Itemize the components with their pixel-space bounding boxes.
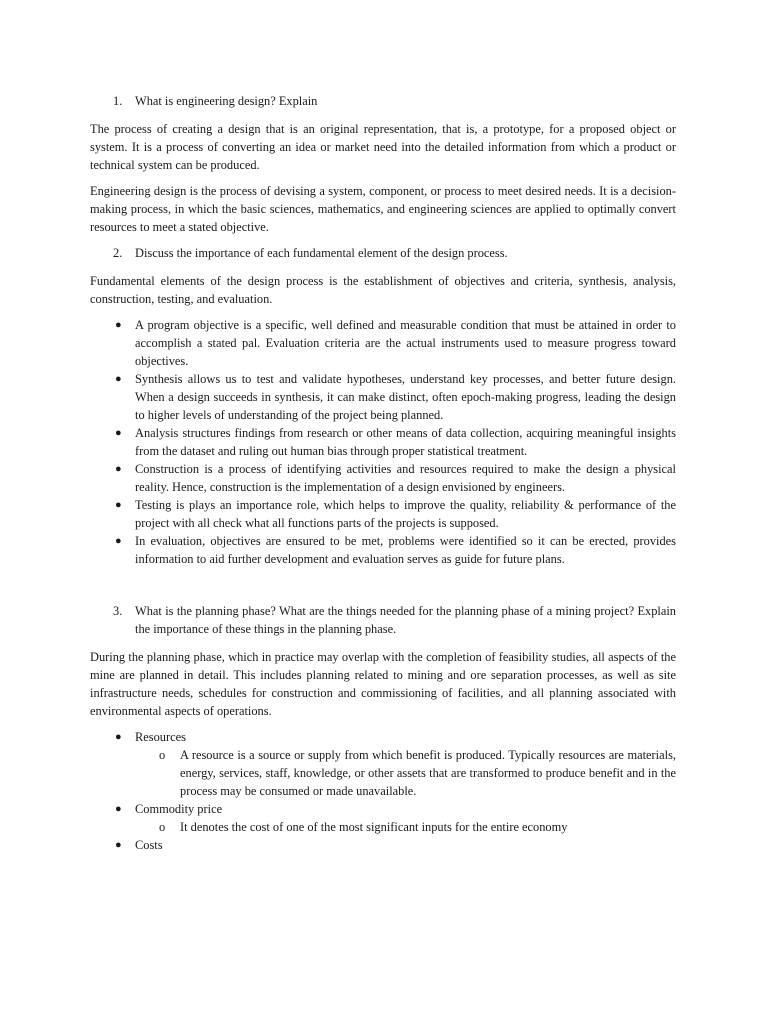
bullet-icon: ●	[115, 319, 122, 331]
list-item	[90, 728, 676, 800]
bullet-icon: ●	[115, 839, 122, 851]
list-item-title: Costs	[135, 838, 163, 852]
bullet-icon: ●	[115, 731, 122, 743]
question-text: What is the planning phase? What are the things needed for the planning phase of a mining project? Explain the importance of these things in the planning phase.	[135, 604, 676, 636]
question-text: What is engineering design? Explain	[135, 94, 318, 108]
sub-bullet-icon: o	[159, 820, 166, 834]
paragraph: Engineering design is the process of devising a system, component, or process to meet desired needs. It is a decision-making process, in which the basic sciences, mathematics, and engineering sciences are applied to optimally convert resources to meet a stated objective.	[90, 184, 676, 234]
list-item-text: Construction is a process of identifying activities and resources required to make the design a physical reality. Hence, construction is the implementation of a design envisioned by engineers.	[135, 462, 676, 494]
sub-list-item	[90, 746, 676, 800]
paragraph: Fundamental elements of the design process is the establishment of objectives and criteria, synthesis, analysis, construction, testing, and evaluation.	[90, 274, 676, 306]
sub-bullet-icon: o	[159, 748, 166, 762]
list-item	[90, 800, 676, 836]
paragraph: The process of creating a design that is an original representation, that is, a prototype, for a proposed object or system. It is a process of converting an idea or market need into the detailed information from which a product or technical system can be produced.	[90, 122, 676, 172]
sub-list-item	[90, 818, 676, 836]
bullet-icon: ●	[115, 535, 122, 547]
question-1	[90, 92, 676, 110]
list-item-text: In evaluation, objectives are ensured to be met, problems were identified so it can be erected, provides information to aid further development and evaluation serves as guide for future plans.	[135, 534, 676, 566]
list-item	[90, 496, 676, 532]
bullet-icon: ●	[115, 499, 122, 511]
bullet-icon: ●	[115, 427, 122, 439]
bullet-icon: ●	[115, 373, 122, 385]
bullet-list	[90, 728, 676, 854]
list-item-text: Analysis structures findings from research or other means of data collection, acquiring meaningful insights from the dataset and ruling out human bias through proper statistical treatment.	[135, 426, 676, 458]
question-number: 3.	[113, 604, 123, 618]
question-number: 2.	[113, 246, 123, 260]
list-item-text: A program objective is a specific, well defined and measurable condition that must be attained in order to accomplish a stated pal. Evaluation criteria are the actual instruments used to measure progress toward objectives.	[135, 318, 676, 368]
paragraph: During the planning phase, which in practice may overlap with the completion of feasibility studies, all aspects of the mine are planned in detail. This includes planning related to mining and ore separation processes, as well as site infrastructure needs, schedules for construction and commissioning of facilities, and all planning associated with environmental aspects of operations.	[90, 650, 676, 718]
bullet-list	[90, 316, 676, 568]
bullet-icon: ●	[115, 803, 122, 815]
list-item-title: Resources	[135, 730, 186, 744]
sub-list-item-text: It denotes the cost of one of the most significant inputs for the entire economy	[180, 820, 568, 834]
list-item-text: Testing is plays an importance role, which helps to improve the quality, reliability & performance of the project with all check what all functions parts of the projects is supposed.	[135, 498, 676, 530]
sub-list	[135, 818, 676, 836]
list-item	[90, 460, 676, 496]
question-3	[90, 602, 676, 638]
list-item	[90, 532, 676, 568]
question-text: Discuss the importance of each fundamental element of the design process.	[135, 246, 508, 260]
list-item-title: Commodity price	[135, 802, 223, 816]
question-number: 1.	[113, 94, 123, 108]
question-2	[90, 244, 676, 262]
spacer	[90, 576, 676, 602]
sub-list-item-text: A resource is a source or supply from which benefit is produced. Typically resources are materials, energy, services, staff, knowledge, or other assets that are transformed to produce benefit and in the process may be consumed or made unavailable.	[180, 748, 676, 798]
document-page	[90, 92, 676, 862]
list-item	[90, 370, 676, 424]
list-item	[90, 424, 676, 460]
list-item	[90, 316, 676, 370]
list-item-text: Synthesis allows us to test and validate hypotheses, understand key processes, and better future design. When a design succeeds in synthesis, it can make distinct, often epoch-making progress, leading the design to higher levels of understanding of the project being planned.	[135, 372, 676, 422]
bullet-icon: ●	[115, 463, 122, 475]
list-item	[90, 836, 676, 854]
sub-list	[135, 746, 676, 800]
